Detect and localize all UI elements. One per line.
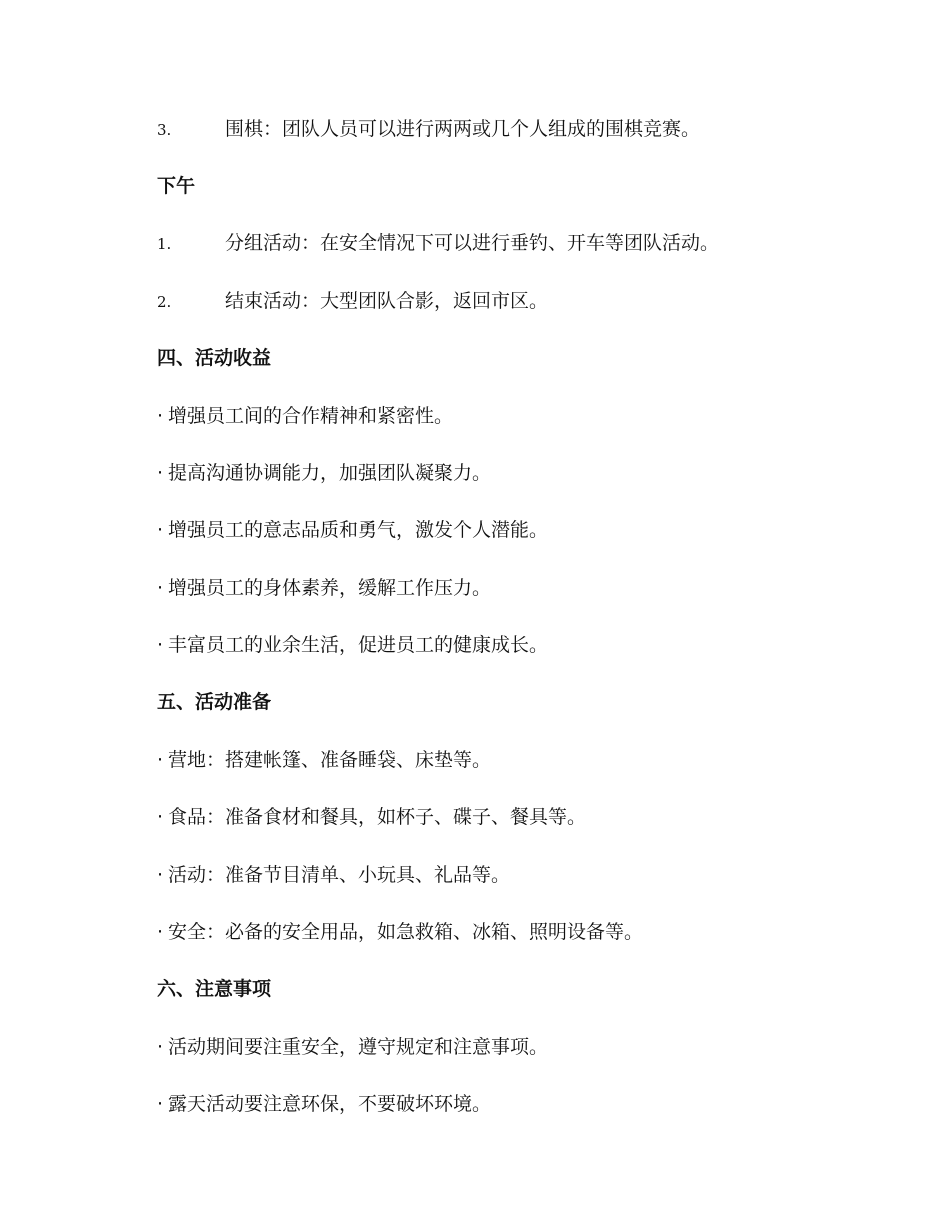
item-text: 安全：必备的安全用品，如急救箱、冰箱、照明设备等。: [168, 921, 644, 943]
section-heading-notes: 六、注意事项: [157, 978, 272, 1000]
item-text: 露天活动要注意环保，不要破坏环境。: [168, 1093, 492, 1115]
bullet-dot: ·: [157, 921, 164, 943]
item-number: 3.: [157, 121, 172, 139]
bullet-dot: ·: [157, 1036, 164, 1058]
bullet-item: [157, 920, 643, 944]
numbered-item-group-activity: [157, 231, 719, 256]
item-text: 分组活动：在安全情况下可以进行垂钓、开车等团队活动。: [225, 232, 720, 254]
bullet-item: [157, 1092, 491, 1116]
item-text: 提高沟通协调能力，加强团队凝聚力。: [168, 462, 492, 484]
section-heading-preparation: 五、活动准备: [157, 691, 272, 713]
bullet-item: [157, 518, 548, 542]
item-text: 增强员工的意志品质和勇气，激发个人潜能。: [168, 519, 549, 541]
subheading-afternoon: 下午: [157, 175, 196, 197]
numbered-item-go: [157, 117, 700, 142]
bullet-item: [157, 805, 586, 829]
bullet-item: [157, 1035, 548, 1059]
bullet-dot: ·: [157, 577, 164, 599]
bullet-dot: ·: [157, 1093, 164, 1115]
bullet-dot: ·: [157, 634, 164, 656]
item-number: 2.: [157, 293, 172, 311]
numbered-item-closing-activity: [157, 289, 548, 314]
item-text: 食品：准备食材和餐具，如杯子、碟子、餐具等。: [168, 806, 587, 828]
item-text: 活动：准备节目清单、小玩具、礼品等。: [168, 864, 511, 886]
item-text: 增强员工的身体素养，缓解工作压力。: [168, 577, 492, 599]
item-text: 营地：搭建帐篷、准备睡袋、床垫等。: [168, 749, 492, 771]
bullet-item: [157, 748, 491, 772]
item-text: 结束活动：大型团队合影，返回市区。: [225, 290, 549, 312]
bullet-item: [157, 404, 453, 428]
item-text: 活动期间要注重安全，遵守规定和注意事项。: [168, 1036, 549, 1058]
bullet-dot: ·: [157, 405, 164, 427]
item-text: 丰富员工的业余生活，促进员工的健康成长。: [168, 634, 549, 656]
bullet-dot: ·: [157, 749, 164, 771]
item-number: 1.: [157, 235, 172, 253]
bullet-dot: ·: [157, 462, 164, 484]
bullet-item: [157, 633, 548, 657]
bullet-dot: ·: [157, 864, 164, 886]
bullet-item: [157, 863, 510, 887]
item-text: 增强员工间的合作精神和紧密性。: [168, 405, 454, 427]
bullet-item: [157, 461, 491, 485]
bullet-dot: ·: [157, 519, 164, 541]
bullet-item: [157, 576, 491, 600]
section-heading-benefits: 四、活动收益: [157, 347, 272, 369]
item-text: 围棋：团队人员可以进行两两或几个人组成的围棋竞赛。: [225, 118, 701, 140]
bullet-dot: ·: [157, 806, 164, 828]
